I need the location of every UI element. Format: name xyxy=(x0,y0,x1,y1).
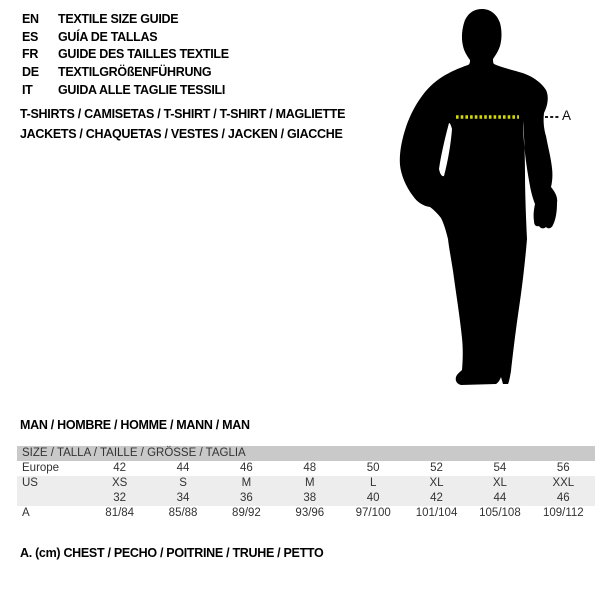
size-cell: 32 xyxy=(113,492,127,504)
size-cell: 81/84 xyxy=(105,507,135,519)
language-code: FR xyxy=(22,47,39,62)
category-list xyxy=(20,104,345,144)
language-code: DE xyxy=(22,65,39,80)
man-silhouette-svg xyxy=(393,3,588,390)
size-cell: XL xyxy=(429,477,444,489)
row-label: Europe xyxy=(22,462,60,474)
size-cell: XXL xyxy=(552,477,575,489)
size-cell: 89/92 xyxy=(232,507,261,519)
measure-label-a: A xyxy=(562,108,572,123)
language-row-fr xyxy=(22,46,229,64)
size-cell: 42 xyxy=(113,462,127,474)
size-cell: 36 xyxy=(240,492,253,504)
size-cell: 97/100 xyxy=(355,507,391,519)
size-cell: M xyxy=(241,477,252,489)
language-code: EN xyxy=(22,12,39,26)
language-text: GUÍA DE TALLAS xyxy=(58,29,158,44)
size-cell: 48 xyxy=(303,462,317,474)
table-row-chest-a xyxy=(17,506,595,521)
size-cell: 93/96 xyxy=(295,507,325,519)
size-cell: 56 xyxy=(556,462,570,474)
size-cell: 34 xyxy=(176,492,190,504)
language-text: TEXTILGRÖßENFÜHRUNG xyxy=(58,65,212,80)
language-row-en xyxy=(22,11,229,29)
size-cell: XS xyxy=(112,477,128,489)
footnote-chest: A. (cm) CHEST / PECHO / POITRINE / TRUHE / PETTO xyxy=(20,546,324,560)
size-cell: 38 xyxy=(303,492,317,504)
size-cell: 44 xyxy=(493,492,507,504)
man-silhouette-figure xyxy=(393,3,588,390)
size-cell: 105/108 xyxy=(479,507,521,519)
section-title-man: MAN / HOMBRE / HOMME / MANN / MAN xyxy=(20,418,250,432)
size-cell: L xyxy=(369,477,377,489)
category-jackets: JACKETS / CHAQUETAS / VESTES / JACKEN / GIACCHE xyxy=(20,127,343,141)
size-cell: 109/112 xyxy=(542,507,584,519)
language-row-it xyxy=(22,82,229,100)
size-cell: M xyxy=(305,477,315,489)
language-text: GUIDA ALLE TAGLIE TESSILI xyxy=(58,82,226,97)
size-cell: 101/104 xyxy=(415,507,458,519)
language-code: ES xyxy=(22,29,39,44)
size-cell: 46 xyxy=(240,462,253,474)
table-row-europe xyxy=(17,461,595,476)
size-cell: 50 xyxy=(366,462,380,474)
language-code: IT xyxy=(22,82,33,97)
row-label: US xyxy=(22,477,38,489)
language-list xyxy=(22,11,229,99)
size-cell: 40 xyxy=(366,492,380,504)
size-table-header: SIZE / TALLA / TAILLE / GRÖSSE / TAGLIA xyxy=(17,446,595,461)
size-cell: 44 xyxy=(176,462,190,474)
category-tshirts: T-SHIRTS / CAMISETAS / T-SHIRT / T-SHIRT / MAGLIETTE xyxy=(20,107,346,121)
table-row-us-numeric xyxy=(17,491,595,506)
row-label: A xyxy=(22,507,30,519)
size-cell: 46 xyxy=(556,492,570,504)
size-cell: 52 xyxy=(430,462,443,474)
language-row-de xyxy=(22,64,229,82)
man-silhouette-path xyxy=(400,9,557,385)
size-cell: XL xyxy=(492,477,507,489)
size-cell: 54 xyxy=(493,462,507,474)
language-text: GUIDE DES TAILLES TEXTILE xyxy=(58,47,229,62)
language-row-es xyxy=(22,29,229,47)
size-table xyxy=(17,446,595,521)
size-cell: 42 xyxy=(430,492,443,504)
table-row-us xyxy=(17,476,595,491)
language-text: TEXTILE SIZE GUIDE xyxy=(58,12,179,26)
size-cell: S xyxy=(179,477,187,489)
row-label xyxy=(17,491,88,506)
size-cell: 85/88 xyxy=(168,507,198,519)
